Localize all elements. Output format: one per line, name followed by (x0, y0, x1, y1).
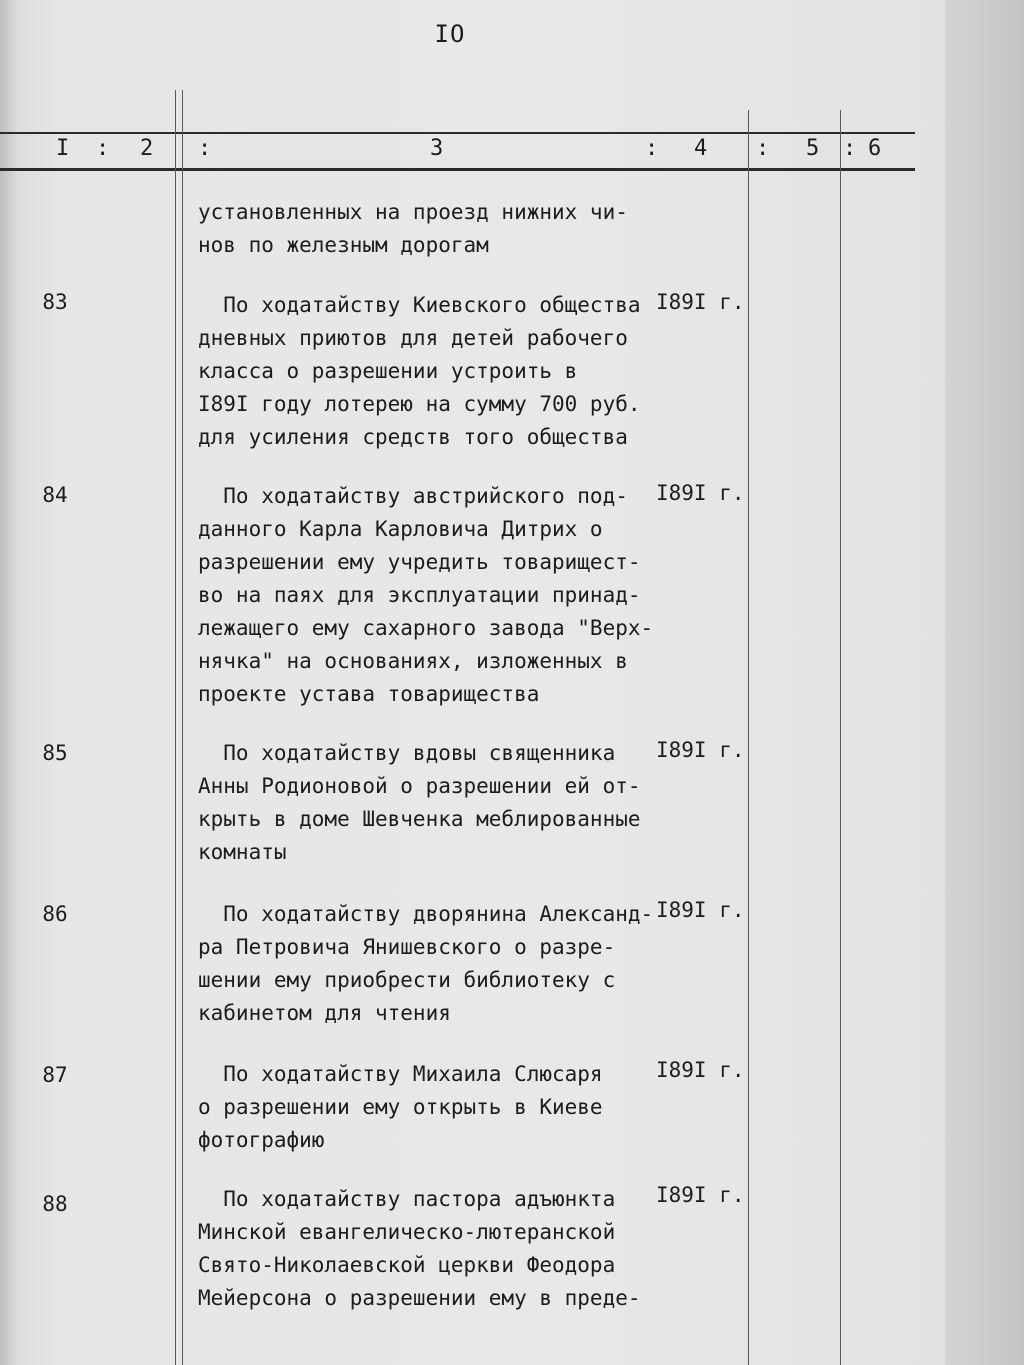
text-line: комнаты (198, 840, 287, 864)
text-line: фотографию (198, 1128, 325, 1152)
column-header-3: 3 (430, 136, 444, 161)
text-line: По ходатайству дворянина Александ- (198, 902, 654, 926)
entry-number: 85 (42, 741, 68, 765)
header-rule-top (0, 132, 915, 134)
page-number: IO (434, 20, 466, 48)
text-line: проекте устава товарищества (198, 682, 540, 706)
entry-year: I89I г. (656, 1183, 745, 1207)
text-line: крыть в доме Шевченка меблированные (198, 807, 641, 831)
column-divider-3 (748, 110, 749, 1365)
text-line: лежащего ему сахарного завода "Верх- (198, 616, 654, 640)
text-line: I89I году лотерею на сумму 700 руб. (198, 392, 641, 416)
text-line: установленных на проезд нижних чи- (198, 200, 628, 224)
entry-text (198, 480, 668, 711)
text-line: данного Карла Карловича Дитрих о (198, 517, 603, 541)
text-line: класса о разрешении устроить в (198, 359, 578, 383)
column-separator: : (645, 136, 659, 161)
column-header-6: 6 (868, 136, 882, 161)
entry-number: 87 (42, 1063, 68, 1087)
column-header-4: 4 (694, 136, 708, 161)
entry-text (198, 289, 668, 454)
entry-text (198, 1058, 668, 1157)
entry-year: I89I г. (656, 898, 745, 922)
text-line: Анны Родионовой о разрешении ей от- (198, 774, 641, 798)
text-line: ра Петровича Янишевского о разре- (198, 935, 616, 959)
text-line: о разрешении ему открыть в Киеве (198, 1095, 603, 1119)
column-separator: : (96, 136, 110, 161)
text-line: нячка" на основаниях, изложенных в (198, 649, 628, 673)
continuation-text (198, 196, 668, 262)
text-line: Мейерсона о разрешении ему в преде- (198, 1286, 641, 1310)
column-separator: : (198, 136, 212, 161)
text-line: По ходатайству вдовы священника (198, 741, 616, 765)
entry-number: 88 (42, 1192, 68, 1216)
column-header-1: I (56, 136, 70, 161)
text-line: разрешении ему учредить товарищест- (198, 550, 641, 574)
text-line: По ходатайству Киевского общества (198, 293, 641, 317)
entry-year: I89I г. (656, 481, 745, 505)
entry-number: 84 (42, 483, 68, 507)
text-line: Свято-Николаевской церкви Феодора (198, 1253, 616, 1277)
text-line: По ходатайству пастора адъюнкта (198, 1187, 616, 1211)
column-divider-4 (840, 110, 841, 1365)
header-rule-bottom (0, 168, 915, 171)
entry-year: I89I г. (656, 1058, 745, 1082)
entry-year: I89I г. (656, 738, 745, 762)
text-line: кабинетом для чтения (198, 1001, 451, 1025)
column-separator: : (843, 136, 857, 161)
column-separator: : (756, 136, 770, 161)
text-line: во на паях для эксплуатации принад- (198, 583, 641, 607)
entry-number: 86 (42, 902, 68, 926)
scan-background (945, 0, 1024, 1365)
entry-year: I89I г. (656, 290, 745, 314)
entry-text (198, 1183, 668, 1315)
entry-text (198, 898, 668, 1030)
column-header-5: 5 (806, 136, 820, 161)
column-header-2: 2 (140, 136, 154, 161)
text-line: для усиления средств того общества (198, 425, 628, 449)
text-line: дневных приютов для детей рабочего (198, 326, 628, 350)
text-line: По ходатайству австрийского под- (198, 484, 628, 508)
text-line: Минской евангелическо-лютеранской (198, 1220, 616, 1244)
text-line: шении ему приобрести библиотеку с (198, 968, 616, 992)
text-line: нов по железным дорогам (198, 233, 489, 257)
entry-number: 83 (42, 290, 68, 314)
page-binding-edge (0, 0, 16, 1365)
column-divider-2 (182, 90, 183, 1365)
column-divider-1 (175, 90, 176, 1365)
text-line: По ходатайству Михаила Слюсаря (198, 1062, 603, 1086)
entry-text (198, 737, 668, 869)
